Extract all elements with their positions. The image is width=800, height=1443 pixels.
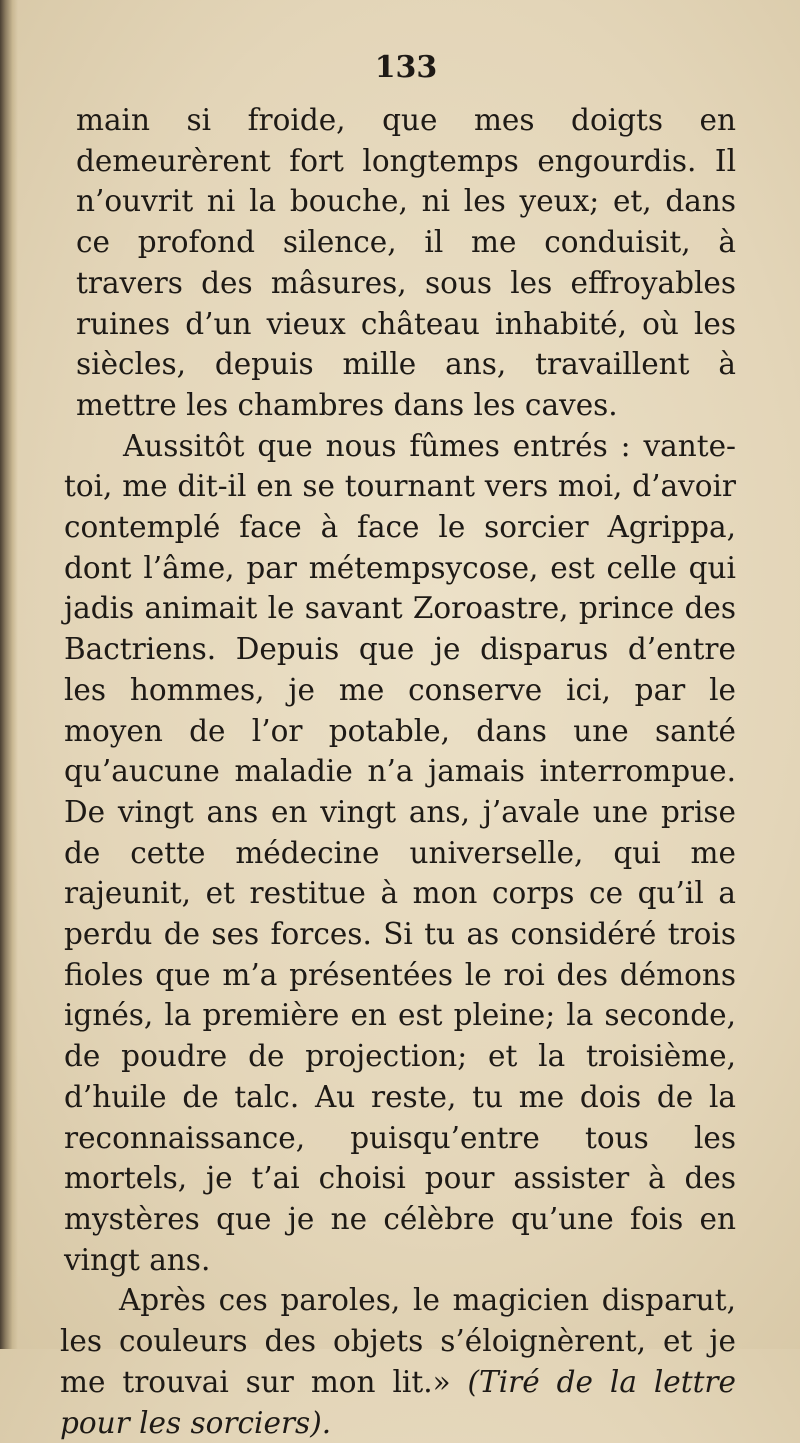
paragraph-3-text: Après ces paroles, le magicien disparut, les couleurs des objets s’éloignèrent, et je me trouvai sur mon lit.» <box>60 1283 736 1399</box>
paragraph-1: main si froide, que mes doigts en demeurèrent fort longtemps engourdis. Il n’ouvrit ni la bouche, ni les yeux; et, dans ce profond silence, il me conduisit, à travers des mâsures, sous les effroyables ruines d’un vieux château inhabité, où les siècles, depuis mille ans, travaillent à mettre les chambres dans les caves. <box>76 103 736 422</box>
paragraph-2: Aussitôt que nous fûmes entrés : vante-toi, me dit-il en se tournant vers moi, d’avoir contemplé face à face le sorcier Agrippa, dont l’âme, par métempsycose, est celle qui jadis animait le savant Zoroastre, prince des Bactriens. Depuis que je disparus d’entre les hommes, je me conserve ici, par le moyen de l’or potable, dans une santé qu’aucune maladie n’a jamais interrompue. De vingt ans en vingt ans, j’avale une prise de cette médecine universelle, qui me rajeunit, et restitue à mon corps ce qu’il a perdu de ses forces. Si tu as considéré trois fioles que m’a présentées le roi des démons ignés, la première en est pleine; la seconde, de poudre de projection; et la troisième, d’huile de talc. Au reste, tu me dois de la reconnaissance, puisqu’entre tous les mortels, je t’ai choisi pour assister à des mystères que je ne célèbre qu’une fois en vingt ans. <box>64 428 736 1277</box>
book-page <box>56 48 736 1443</box>
book-spine-edge <box>0 0 18 1349</box>
source-citation: (Tiré de la lettre pour les sorciers). <box>60 1364 736 1440</box>
paragraph-3 <box>60 1280 736 1443</box>
page-number: 133 <box>374 50 438 85</box>
